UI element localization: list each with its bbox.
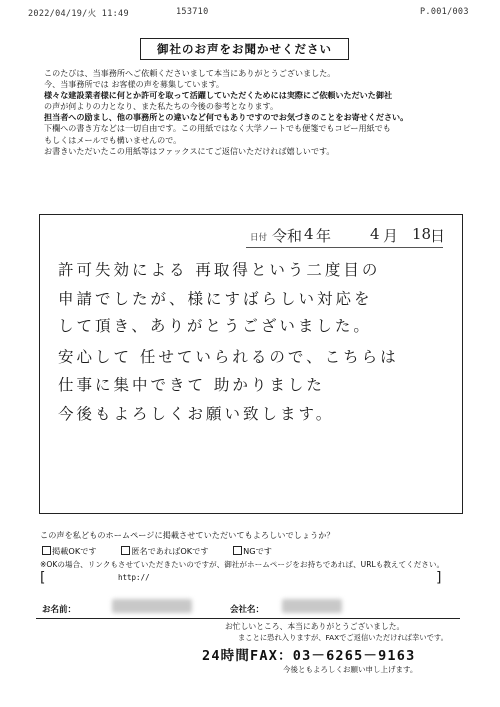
fax-page: P.001/003 [420, 7, 469, 17]
date-month: 4 [370, 225, 380, 243]
date-day: 18 [412, 225, 432, 243]
fax-number: 153710 [176, 7, 209, 17]
date-day-suffix: 日 [430, 227, 446, 245]
consent-options [42, 546, 294, 557]
date-month-suffix: 月 [383, 227, 399, 245]
link-request-note: ※OKの場合、リンクもさせていただきたいのですが、御社がホームページをお持ちであれば、URLも教えてください。 [40, 560, 445, 569]
bracket-open-icon: [ [40, 570, 46, 586]
form-title: 御社のお声をお聞かせください [140, 38, 349, 60]
handwritten-line: 申請でしたが、様にすばらしい対応を [58, 290, 373, 308]
fax-number-line: 24時間FAX：03－6265－9163 [202, 648, 416, 664]
date-label: 日付 [250, 233, 268, 243]
intro-line: もしくはメールでも構いませんので。 [44, 134, 182, 145]
name-label: お名前： [42, 605, 77, 615]
handwritten-line: して頂き、ありがとうございました。 [58, 317, 372, 335]
intro-line: 様々な建設業者様に何とか許可を取って活躍していただくためには実際にご依頼いただいた御社 [44, 90, 393, 101]
checkbox-icon[interactable] [233, 546, 242, 555]
company-label: 会社名： [230, 605, 265, 615]
intro-line: 担当者への励まし、他の事務所との違いなど何でもありですのでお気づきのことをお寄せください。 [44, 112, 409, 123]
intro-line: 下欄への書き方などは一切自由です。この用紙ではなく大学ノートでも便箋でもコピー用紙でも [44, 123, 391, 134]
date-field [246, 225, 446, 248]
intro-text [44, 68, 474, 157]
date-era: 令和 [272, 227, 303, 245]
consent-option-anonymous[interactable]: 匿名であればOKです [121, 546, 208, 556]
consent-question: この声を私どものホームページに掲載させていただいてもよろしいでしょうか？ [40, 530, 335, 540]
handwritten-line: 仕事に集中できて 助かりました [58, 376, 325, 394]
date-year-suffix: 年 [316, 227, 332, 245]
bracket-close-icon: ] [436, 570, 442, 586]
company-value-redacted[interactable] [282, 599, 342, 613]
thanks-text: お忙しいところ、本当にありがとうございました。 [225, 622, 405, 631]
fax-request-text: まことに恐れ入りますが、FAXでご返信いただければ幸いです。 [238, 633, 448, 642]
intro-line: このたびは、当事務所へご依頼くださいまして本当にありがとうございました。 [44, 68, 336, 78]
divider [36, 618, 460, 619]
url-field[interactable] [40, 570, 480, 588]
closing-text: 今後ともよろしくお願い申し上げます。 [283, 665, 418, 674]
intro-line: の声が何よりの力となり、また私たちの今後の参考となります。 [44, 101, 279, 112]
url-prefix: http:// [118, 573, 150, 582]
checkbox-icon[interactable] [121, 546, 130, 555]
date-year: 4 [304, 225, 314, 243]
intro-line: お書きいただいたこの用紙等はファックスにてご返信いただければ嬉しいです。 [44, 145, 335, 156]
handwritten-line: 今後もよろしくお願い致します。 [58, 405, 335, 423]
handwritten-line: 安心して 任せていられるので、こちらは [58, 348, 399, 366]
consent-option-ok[interactable]: 掲載OKです [42, 546, 97, 556]
checkbox-icon[interactable] [42, 546, 51, 555]
intro-line: 今、当事務所では お客様の声を募集しています。 [44, 79, 224, 90]
name-value-redacted[interactable] [112, 599, 192, 613]
fax-datetime: 2022/04/19/火 11:49 [28, 9, 129, 19]
consent-option-ng[interactable]: NGです [233, 546, 272, 556]
handwritten-line: 許可失効による 再取得という二度目の [58, 261, 381, 279]
